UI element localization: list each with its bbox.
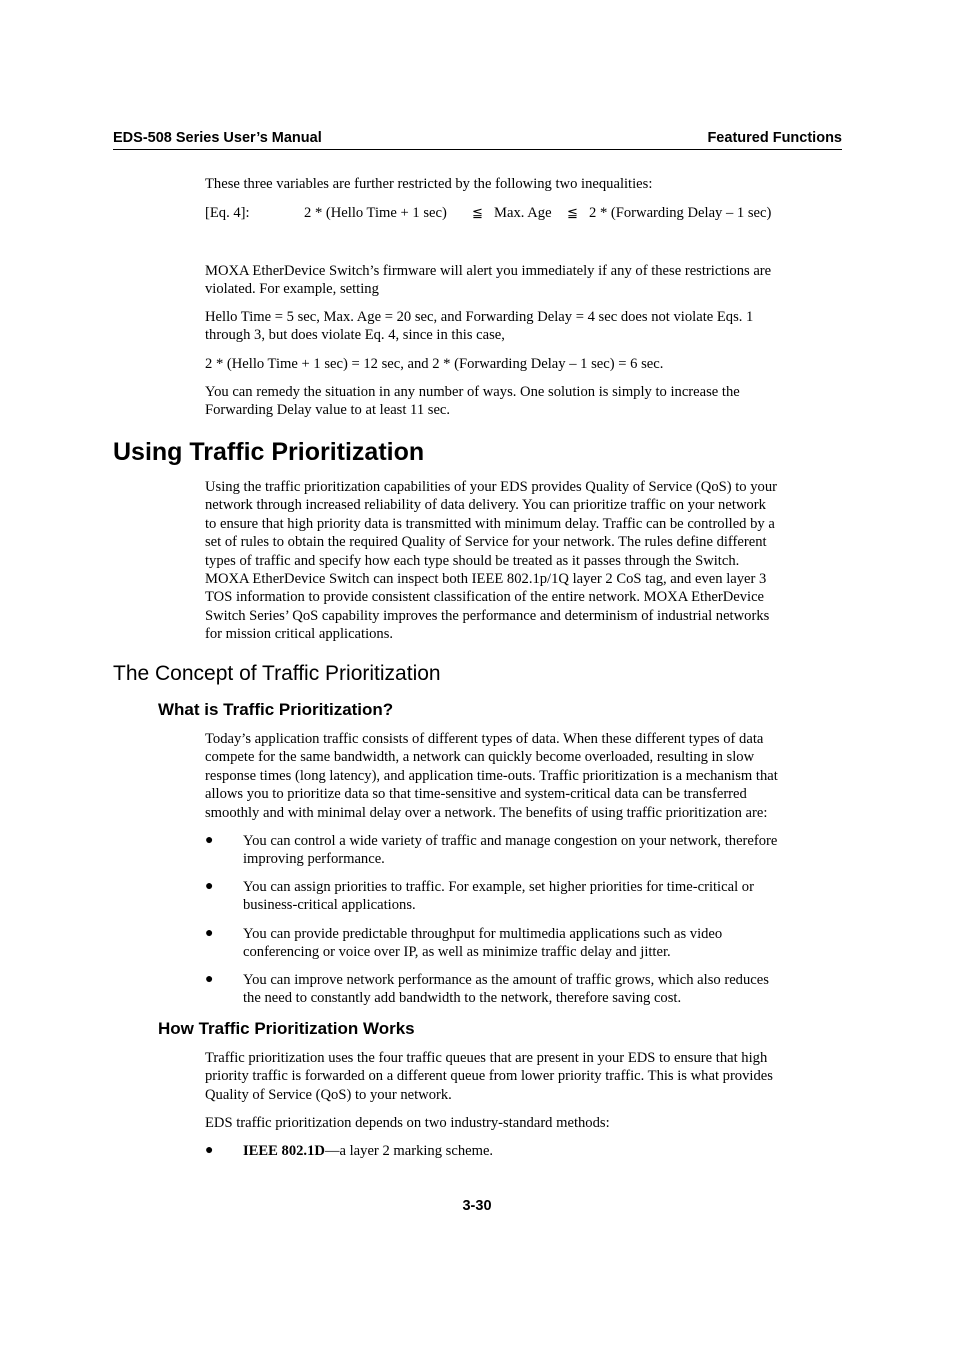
list-item	[243, 971, 841, 1008]
equation-term-2: Max. Age	[494, 205, 552, 221]
method-name: IEEE 802.1D	[243, 1143, 325, 1159]
text-line: the need to constantly add bandwidth to the network, therefore saving cost.	[243, 990, 682, 1007]
page-header	[113, 129, 842, 150]
text-line: Forwarding Delay value to at least 11 sec.	[205, 402, 451, 419]
text-line: business-critical applications.	[243, 897, 416, 914]
bullet-icon: ●	[205, 972, 214, 987]
section-heading: Using Traffic Prioritization	[113, 438, 425, 466]
text-line: set of rules to obtain the required Quality of Service for your network. The rules define different	[205, 534, 767, 551]
equation-4	[205, 204, 841, 223]
text-line: conferencing or voice over IP, as well as minimize traffic delay and jitter.	[243, 944, 671, 961]
intro-paragraph-3	[205, 308, 841, 345]
list-item	[243, 1142, 841, 1160]
intro-paragraph-1: These three variables are further restricted by the following two inequalities:	[205, 176, 653, 192]
text-line: smoothly and with minimal delay over a network. The benefits of using traffic prioritization are:	[205, 804, 768, 821]
equation-term-1: 2 * (Hello Time + 1 sec)	[304, 205, 447, 221]
text-line: network through increased reliability of data delivery. You can prioritize traffic on your network	[205, 497, 766, 514]
section-paragraph	[205, 478, 841, 644]
text-line: TOS information to provide consistent classification of the entire network. MOXA EtherDevice	[205, 589, 765, 606]
text-line: You can assign priorities to traffic. For example, set higher priorities for time-critical or	[243, 879, 754, 895]
method-description: —a layer 2 marking scheme.	[324, 1143, 494, 1159]
bullet-icon: ●	[205, 833, 214, 848]
text-line: Hello Time = 5 sec, Max. Age = 20 sec, and Forwarding Delay = 4 sec does not violate Eqs. 1	[205, 309, 754, 325]
subsection-heading: The Concept of Traffic Prioritization	[113, 662, 441, 685]
text-line: types of traffic and specify how each type should be treated as it passes through the Switch.	[205, 552, 740, 569]
text-line: MOXA EtherDevice Switch’s firmware will alert you immediately if any of these restrictions are	[205, 263, 772, 279]
leq-symbol-2: ≦	[567, 206, 578, 221]
bullet-icon: ●	[205, 926, 214, 941]
text-line: Traffic prioritization uses the four traffic queues that are present in your EDS to ensure that high	[205, 1050, 768, 1066]
how-paragraph	[205, 1049, 841, 1104]
text-line: violated. For example, setting	[205, 281, 379, 298]
how-heading: How Traffic Prioritization Works	[158, 1019, 415, 1038]
chapter-title: Featured Functions	[707, 130, 842, 146]
text-line: Switch Series’ QoS capability improves the performance and determinism of industrial networks	[205, 607, 770, 624]
intro-paragraph-2	[205, 262, 841, 299]
bullet-icon: ●	[205, 1143, 214, 1158]
text-line: You can provide predictable throughput for multimedia applications such as video	[243, 926, 723, 942]
text-line: for mission critical applications.	[205, 626, 394, 643]
what-heading: What is Traffic Prioritization?	[158, 700, 394, 719]
manual-title: EDS-508 Series User’s Manual	[113, 130, 322, 146]
what-paragraph	[205, 730, 841, 822]
text-line: Today’s application traffic consists of different types of data. When these different types of data	[205, 731, 764, 747]
text-line: compete for the same bandwidth, a network can quickly become overloaded, resulting in slow	[205, 749, 755, 766]
text-line: allows you to prioritize data so that time-sensitive and system-critical data can be transferred	[205, 786, 747, 803]
intro-paragraph-5	[205, 383, 841, 420]
intro-paragraph-4: 2 * (Hello Time + 1 sec) = 12 sec, and 2 * (Forwarding Delay – 1 sec) = 6 sec.	[205, 356, 664, 372]
page-number: 3-30	[462, 1198, 492, 1214]
text-line: MOXA EtherDevice Switch can inspect both IEEE 802.1p/1Q layer 2 CoS tag, and even layer 3	[205, 571, 767, 588]
equation-label: [Eq. 4]:	[205, 205, 250, 221]
text-line: through 3, but does violate Eq. 4, since in this case,	[205, 327, 505, 344]
text-line: You can improve network performance as the amount of traffic grows, which also reduces	[243, 972, 769, 988]
equation-term-3: 2 * (Forwarding Delay – 1 sec)	[589, 205, 772, 221]
text-line: You can remedy the situation in any number of ways. One solution is simply to increase the	[205, 384, 740, 400]
text-line: You can control a wide variety of traffic and manage congestion on your network, therefore	[243, 833, 778, 849]
list-item	[243, 925, 841, 962]
list-item	[243, 832, 841, 869]
list-item	[243, 878, 841, 915]
text-line: improving performance.	[243, 851, 385, 868]
text-line: Using the traffic prioritization capabilities of your EDS provides Quality of Service (QoS) to your	[205, 479, 777, 495]
bullet-icon: ●	[205, 879, 214, 894]
how-paragraph-2: EDS traffic prioritization depends on two industry-standard methods:	[205, 1115, 610, 1131]
text-line: response times (long latency), and application time-outs. Traffic prioritization is a mechanism that	[205, 767, 778, 784]
text-line: to ensure that high priority data is transmitted with minimum delay. Traffic can be controlled by a	[205, 515, 775, 532]
leq-symbol-1: ≦	[472, 206, 483, 221]
text-line: priority traffic is forwarded on a different queue from lower priority traffic. This is what provides	[205, 1068, 773, 1085]
text-line: Quality of Service (QoS) to your network.	[205, 1086, 452, 1103]
